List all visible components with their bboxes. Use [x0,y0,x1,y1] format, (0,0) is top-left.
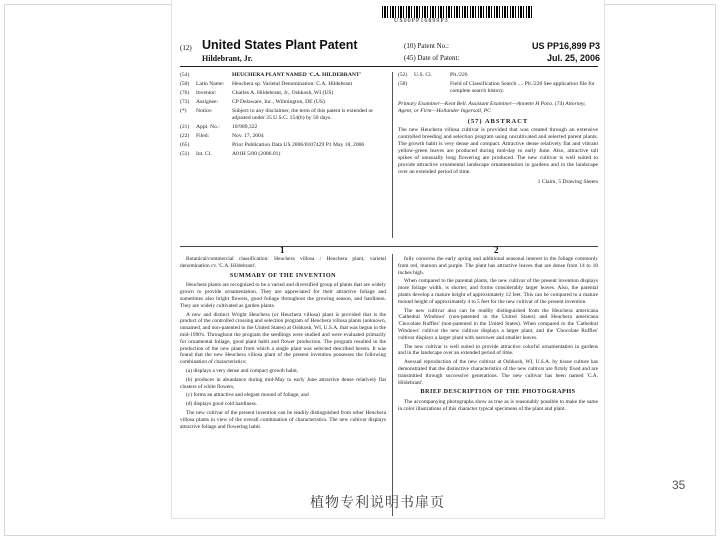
header-rule [180,66,598,67]
field-row: (*) Notice: Subject to any disclaimer, the term of this patent is extended or adjusted under 35 U.S.C. 154(b) by 50 days. [180,108,374,121]
body-column-separator [392,254,393,516]
patent-header-right [404,40,600,64]
field-row: (76) Inventor: Charles A. Hildebrant, Jr., Oshkosh, WI (US) [180,90,334,96]
claims-sheets: 1 Claim, 5 Drawing Sheets [537,179,598,185]
classification-line: Botanical/commercial classification: Heuchera villosa / Heuchera plant, varietal denomination cv. 'C.A. Hildebrant'. [180,256,386,269]
slide-caption: 植物专利说明书扉页 [310,495,445,511]
inventor-name: Hildebrant, Jr. [202,54,253,63]
column-number-2: 2 [494,245,499,255]
paragraph: (c) forms an attractive and elegant mound of foliage, and [186,392,309,399]
paragraph: (b) produces in abundance during mid-May to early June attractive dense relatively flat clusters of white flowers, [180,376,386,390]
field-row: (51) Int. Cl. A01H 5/00 (2006.01) [180,151,281,157]
paragraph: (a) displays a very dense and compact growth habit, [186,367,299,374]
field-row: (22) Filed: Nov. 17, 2004 [180,133,264,139]
patent-date: Jul. 25, 2006 [546,53,600,63]
patent-title: United States Plant Patent [202,38,358,52]
field-row: (58) Field of Classification Search .... Plt./226 See application file for complete search history. [398,81,595,94]
abstract-title: (57) ABSTRACT [467,118,529,125]
barcode-number: US00PP16899P3 [394,18,449,24]
paragraph: The accompanying photographs show as true as is reasonably possible to make the same in color illustrations of this character typical specimens of the plant and plant. [398,399,598,412]
header-code: (12) [180,44,192,52]
examiners: Primary Examiner—Kent Bell. Assistant Examiner—Annette H Para. (74) Attorney, Agent, or Firm—Hollander Ingersoll, PC [398,101,586,114]
front-column-separator [392,72,393,238]
patent-page [172,0,604,518]
paragraph: The new cultivar of the present invention can be readily distinguished from other Heuchera villosa plants in view of the overall combination of characteristics. The new cultivar displays attractive foliage and flowering habit. [180,409,386,430]
body-column-2 [398,256,598,415]
paragraph: A new and distinct Wright Heuchera (or Heuchera villosa) plant is provided that is the product of the controlled crossing and selection program of Heuchera villosa plants (unknown, unnamed, and non-patented in the United States) at Oshkosh, WI, U.S.A. that was begun in the mid-1990's. Throughout the program the seedlings were studied and were evaluated primarily for ornamental foliage, good plant habit and flower production. The program resulted in the production of the new plant from which a single plant was selected described herein. It was found that the new Heuchera villosa plant of the present invention possesses the following combination of characteristics: [180,311,386,366]
field-row: (54) HEUCHERA PLANT NAMED 'C.A. HILDEBRANT' [180,72,362,78]
field-row: (65) Prior Publication Data US 2006/0107429 P1 May 18, 2006 [180,142,365,148]
patent-no-label: (10) Patent No.: [404,42,449,50]
field-row: (73) Assignee: CP Delaware, Inc., Wilmington, DE (US) [180,99,325,105]
abstract-text: The new Heuchera villosa cultivar is provided that was created through an extensive controlled breeding and selection program using uncultivated and selected parent plants. The growth habit is very dense and compact. Attractive dense relatively flat and vibrant yellow-green leaves are produced during mid-day to early June. Also, attractive tall spikes of unusually long flowering are produced. The new cultivar is well suited to provide attractive ornamental landscape ornamentation in gardens and in the landscape over an extended period of time. [398,127,598,175]
field-row: (50) Latin Name: Heuchera sp. Varietal Denomination: C.A. Hildebrant [180,81,353,87]
paragraph: Heuchera plants are recognized to be a varied and diversified group of plants that are widely grown to provide ornamentation. They are appreciated for their attractive foliage and sometimes also bright flowers, good foliage throughout the growing season, and hardiness. They are widely cultivated as garden plants. [180,282,386,309]
field-row: (52) U.S. Cl. Plt./226 [398,72,468,78]
date-label: (45) Date of Patent: [404,54,460,62]
field-row: (21) Appl. No.: 10/989,322 [180,124,258,130]
paragraph: Asexual reproduction of the new cultivar at Oshkosh, WI, U.S.A. by tissue culture has demonstrated that the distinctive characteristics of the new cultivar are firmly fixed and are transmitted through successive generations. The new cultivar has been named 'C.A. Hildebrant'. [398,359,598,386]
summary-heading: SUMMARY OF THE INVENTION [229,271,337,279]
paragraph: (d) displays good cold hardiness. [186,401,258,408]
photographs-heading: BRIEF DESCRIPTION OF THE PHOTOGRAPHS [420,388,576,396]
body-column-1 [180,256,386,432]
column-number-1: 1 [280,245,285,255]
paragraph: The new cultivar also can be readily distinguished from the Heuchera americana 'Cathedral Windows' (non-patented in the United States) and Heuchera americana 'Chocolate Ruffles' (non-patented in the United States). When compared to the 'Cathedral Windows' cultivar the new cultivar displays a larger plant, and the 'Chocolate Ruffles' cultivar displays a larger plant with narrower and smaller leaves. [398,307,598,341]
classification-and-abstract [398,72,598,186]
bibliographic-fields [180,72,386,160]
paragraph: fully concerns the early spring and additional seasonal interest in the foliage commonly from red, maroon and purple. The plant has attractive leaves that are dense from 14 to 18 inches high. [398,256,598,276]
patent-no: US PP16,899 P3 [531,41,600,51]
body-rule [180,246,598,247]
barcode-graphic [382,6,532,18]
paragraph: When compared to the parental plants, the new cultivar of the present invention displays more foliage width, is shorter, and forms considerably larger leaves. Also, the parental plants develop a mature height of approximately 12 feet. This can be compared to a mature mound height of approximately 4 to 5 feet for the new cultivar of the present invention. [398,278,598,305]
slide-page-number: 35 [672,478,686,492]
paragraph: The new cultivar is well suited to provide attractive colorful ornamentation in gardens and in the landscape over an extended period of time. [398,343,598,357]
